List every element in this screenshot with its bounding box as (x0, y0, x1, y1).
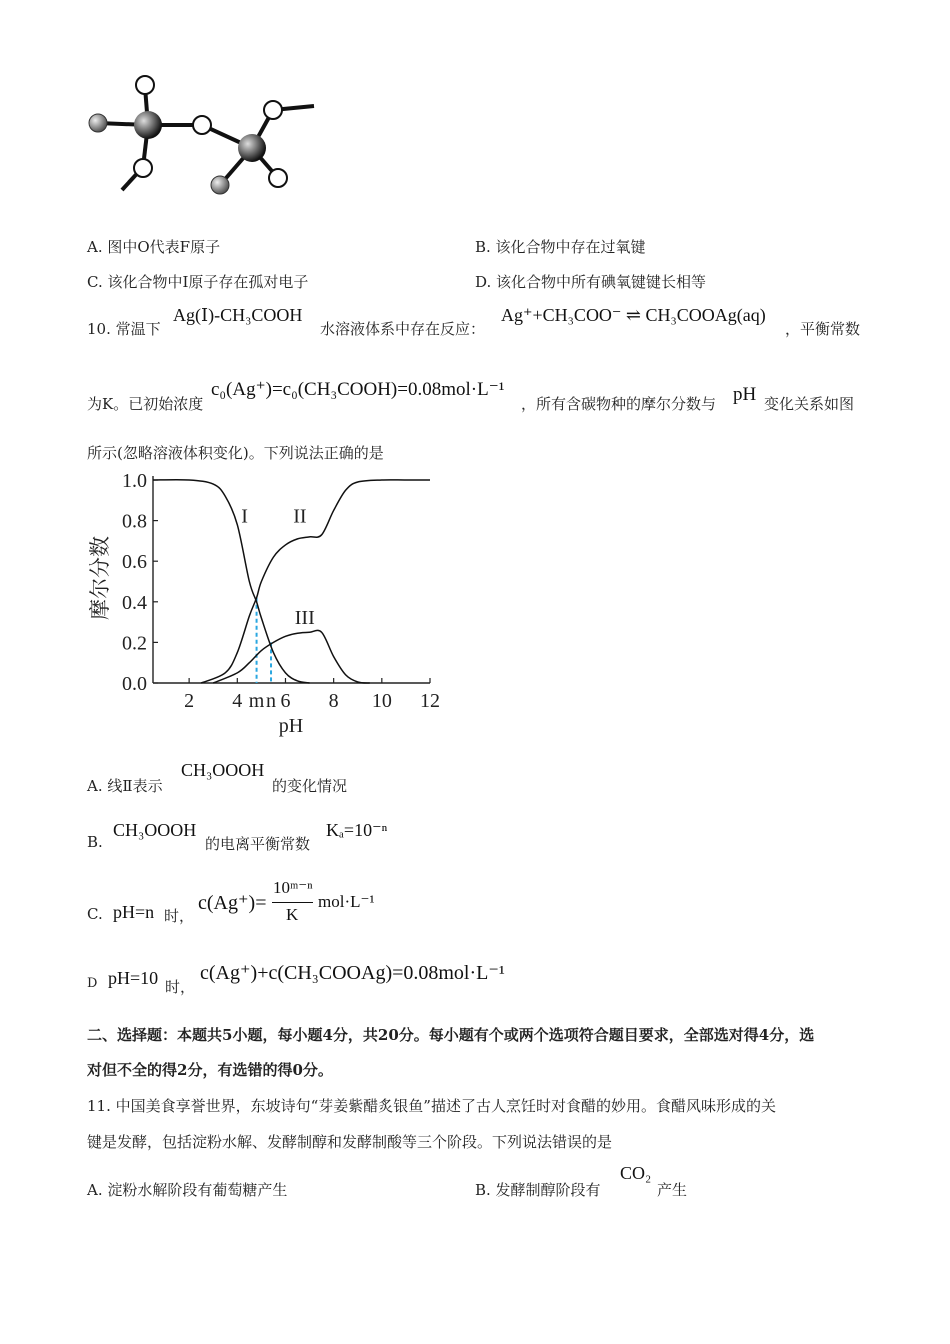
mole-fraction-chart (85, 468, 445, 743)
q10-option-c-denominator: K (286, 905, 299, 924)
q11-option-b-tail: 产生 (657, 1181, 688, 1199)
q11-option-b-formula: CO₂ (620, 1163, 652, 1183)
q10-option-a-tail: 的变化情况 (272, 777, 348, 795)
x-tick-label: 6 (280, 690, 291, 712)
q10-option-d-ph: pH=10 (108, 968, 159, 988)
x-tick-label: 12 (420, 690, 440, 712)
x-axis-label: pH (278, 715, 304, 737)
q11-option-b-label: B. 发酵制醇阶段有 (475, 1181, 601, 1199)
q11-line1: 11. 中国美食享誉世界，东坡诗句“芽姜紫醋炙银鱼”描述了古人烹饪时对食醋的妙用。食醋风味形成的关 (87, 1097, 776, 1115)
q10-option-c-mid: 时， (164, 907, 195, 925)
q10-option-b-mid: 的电离平衡常数 (205, 835, 311, 853)
q10-line2-mid: ，所有含碳物种的摩尔分数与 (521, 395, 717, 413)
section2-line2: 对但不全的得2分，有选错的得0分。 (87, 1061, 333, 1079)
o-atom (193, 116, 211, 134)
q10-option-d-mid: 时， (165, 978, 196, 996)
x-tick-label: 4 (232, 690, 243, 712)
series-label-II: II (293, 505, 307, 528)
x-mark-label: n (266, 690, 277, 712)
x-tick-label: 2 (184, 690, 195, 712)
x-tick-label: 8 (328, 690, 339, 712)
y-tick-label: 0.0 (122, 673, 147, 695)
q10-option-a-formula: CH₃OOOH (181, 760, 265, 780)
series-line-III (213, 630, 370, 683)
q10-option-c-ph: pH=n (113, 902, 155, 922)
molecule-figure (80, 65, 330, 205)
q9-option-a: A. 图中O代表F原子 (87, 238, 221, 256)
q10-initial-concentration: c₀(Ag⁺)=c₀(CH₃COOH)=0.08mol·L⁻¹ (211, 379, 505, 400)
x-tick-label: 10 (371, 690, 392, 712)
q10-option-c-numerator: 10ᵐ⁻ⁿ (273, 878, 313, 897)
i-atom (134, 111, 162, 139)
q10-reaction-tail: ，平衡常数 (785, 320, 861, 338)
q10-line2-head: 为K。已初始浓度 (87, 395, 204, 413)
series-line-I (153, 480, 310, 683)
q9-option-d: D. 该化合物中所有碘氧键键长相等 (475, 273, 707, 291)
o-atom (264, 101, 282, 119)
q10-option-c-unit: mol·L⁻¹ (318, 892, 375, 911)
y-tick-label: 1.0 (122, 470, 147, 492)
y-tick-label: 0.2 (122, 632, 147, 655)
q10-option-c-label: C. (87, 905, 103, 923)
q10-option-c-lhs: c(Ag⁺)= (198, 892, 267, 914)
y-axis-label: 摩尔分数 (88, 536, 112, 620)
q9-option-c: C. 该化合物中Ⅰ原子存在孤对电子 (87, 273, 309, 291)
q10-line3: 所示(忽略溶液体积变化)。下列说法正确的是 (87, 444, 384, 462)
f-atom (89, 114, 107, 132)
q10-reaction: Ag⁺+CH₃COO⁻ ⇌ CH₃COOAg(aq) (501, 305, 766, 325)
series-line-II (201, 480, 430, 683)
q10-system-tail: 水溶液体系中存在反应： (320, 320, 486, 338)
q11-line2: 键是发酵，包括淀粉水解、发酵制醇和发酵制酸等三个阶段。下列说法错误的是 (87, 1133, 613, 1151)
q9-option-b: B. 该化合物中存在过氧键 (475, 238, 646, 256)
q10-line2-tail: 变化关系如图 (764, 395, 855, 413)
x-mark-label: m (248, 690, 265, 712)
i-atom (238, 134, 266, 162)
q10-option-b-label: B. (87, 833, 103, 851)
q10-option-d-label: D (87, 976, 98, 991)
o-atom (134, 159, 152, 177)
y-tick-label: 0.4 (122, 591, 147, 614)
q10-option-b-ka: Kₐ=10⁻ⁿ (326, 820, 388, 840)
o-atom (269, 169, 287, 187)
q10-option-a-label: A. 线Ⅱ表示 (87, 777, 163, 795)
q11-option-a: A. 淀粉水解阶段有葡萄糖产生 (87, 1181, 288, 1199)
q10-lead: 10. 常温下 (87, 320, 161, 338)
y-tick-label: 0.8 (122, 510, 147, 533)
q10-system-formula: Ag(Ⅰ)-CH₃COOH (173, 305, 303, 325)
f-atom (211, 176, 229, 194)
series-label-I: I (241, 505, 248, 528)
q10-option-b-formula: CH₃OOOH (113, 820, 197, 840)
series-label-III: III (294, 607, 315, 630)
q10-ph: pH (733, 384, 757, 405)
y-tick-label: 0.6 (122, 551, 147, 574)
fraction-bar (272, 902, 313, 903)
o-atom (136, 76, 154, 94)
section2-line1: 二、选择题：本题共5小题，每小题4分，共20分。每小题有个或两个选项符合题目要求，全部选对得4分，选 (87, 1026, 815, 1044)
q10-option-d-formula: c(Ag⁺)+c(CH₃COOAg)=0.08mol·L⁻¹ (200, 962, 505, 984)
